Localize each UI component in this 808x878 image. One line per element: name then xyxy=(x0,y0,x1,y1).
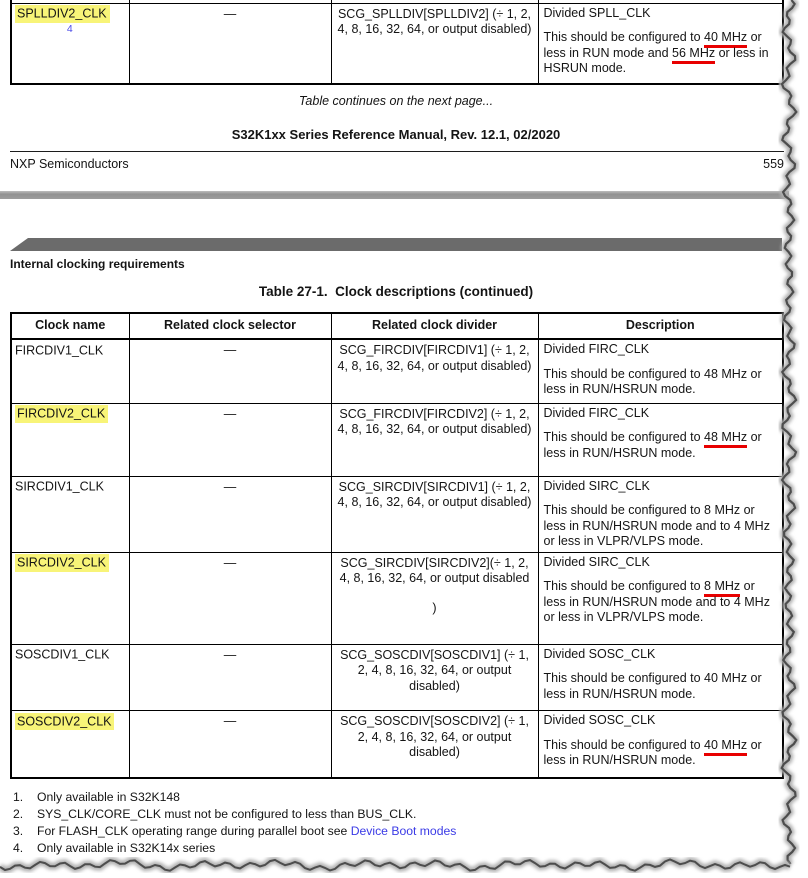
clock-name-cell xyxy=(11,339,129,403)
table-header-row xyxy=(11,313,783,339)
clock-name-highlighted: SPLLDIV2_CLK xyxy=(15,5,110,23)
device-boot-modes-link[interactable]: Device Boot modes xyxy=(350,824,457,838)
red-underline-annotation: 56 MHz xyxy=(672,46,715,64)
clock-name-cell xyxy=(11,711,129,778)
table-row xyxy=(11,339,783,403)
divider-cell: SCG_SPLLDIV[SPLLDIV2] (÷ 1, 2, 4, 8, 16, 32, 64, or output disabled) xyxy=(331,3,538,84)
page-footer xyxy=(10,157,784,173)
footnote-1: 1. Only available in S32K148 xyxy=(13,790,180,804)
top-partial-table xyxy=(10,0,784,85)
footnote-ref: 4 xyxy=(66,23,73,35)
description-cell: Divided SIRC_CLK This should be configured to 8 MHz or less in RUN/HSRUN mode and to 4 MHz or less in VLPR/VLPS mode. xyxy=(538,476,783,552)
description-line2: This should be configured to 40 MHz or less in RUN mode and 56 MHz or less in HSRUN mode. xyxy=(543,30,769,75)
page-separator-bar xyxy=(0,191,789,199)
table-row xyxy=(11,3,783,84)
divider-cell: SCG_SIRCDIV[SIRCDIV2](÷ 1, 2, 4, 8, 16, 32, 64, or output disabled ) xyxy=(331,552,538,644)
table-row xyxy=(11,644,783,711)
description-cell: Divided SIRC_CLK This should be configured to 8 MHz or less in RUN/HSRUN mode and to 4 MHz or less in VLPR/VLPS mode. xyxy=(538,552,783,644)
selector-cell: — xyxy=(129,552,331,644)
divider-cell: SCG_SOSCDIV[SOSCDIV1] (÷ 1, 2, 4, 8, 16, 32, 64, or output disabled) xyxy=(331,644,538,711)
divider-cell: SCG_SOSCDIV[SOSCDIV2] (÷ 1, 2, 4, 8, 16, 32, 64, or output disabled) xyxy=(331,711,538,778)
red-underline-annotation: 48 MHz xyxy=(704,430,747,448)
column-header: Clock name xyxy=(11,313,129,339)
footnote-2: 2. SYS_CLK/CORE_CLK must not be configured to less than BUS_CLK. xyxy=(13,807,417,821)
red-underline-annotation: 8 MHz xyxy=(704,579,740,597)
column-header: Related clock selector xyxy=(129,313,331,339)
divider-cell: SCG_FIRCDIV[FIRCDIV1] (÷ 1, 2, 4, 8, 16, 32, 64, or output disabled) xyxy=(331,339,538,403)
footer-publisher: NXP Semiconductors xyxy=(10,157,129,171)
clock-descriptions-table xyxy=(10,312,784,779)
manual-title: S32K1xx Series Reference Manual, Rev. 12.1, 02/2020 xyxy=(231,127,561,142)
description-cell: Divided FIRC_CLK This should be configured to 48 MHz or less in RUN/HSRUN mode. xyxy=(538,403,783,476)
table-row xyxy=(11,711,783,778)
selector-cell: — xyxy=(129,644,331,711)
clock-name-cell xyxy=(11,403,129,476)
clock-name-cell xyxy=(11,3,129,84)
clock-name-cell xyxy=(11,476,129,552)
footer-page-number: 559 xyxy=(763,157,784,171)
table-caption: Table 27-1. Clock descriptions (continued) xyxy=(258,284,534,299)
description-cell: Divided SOSC_CLK This should be configured to 40 MHz or less in RUN/HSRUN mode. xyxy=(538,711,783,778)
clock-name-highlighted: SIRCDIV2_CLK xyxy=(15,554,109,572)
clock-name-cell xyxy=(11,552,129,644)
footer-rule xyxy=(10,151,784,152)
selector-cell: — xyxy=(129,711,331,778)
footnote-4: 4. Only available in S32K14x series xyxy=(13,841,216,855)
clock-name-highlighted: SOSCDIV2_CLK xyxy=(15,713,114,731)
footnote-3: 3. For FLASH_CLK operating range during parallel boot see Device Boot modes xyxy=(13,824,457,838)
red-underline-annotation: 40 MHz xyxy=(704,30,747,48)
chapter-header-bar xyxy=(10,238,782,251)
divider-cell: SCG_FIRCDIV[FIRCDIV2] (÷ 1, 2, 4, 8, 16, 32, 64, or output disabled) xyxy=(331,403,538,476)
selector-cell: — xyxy=(129,476,331,552)
table-continues-note: Table continues on the next page... xyxy=(298,94,494,108)
description-cell: Divided FIRC_CLK This should be configured to 48 MHz or less in RUN/HSRUN mode. xyxy=(538,339,783,403)
selector-cell: — xyxy=(129,339,331,403)
clock-name: SIRCDIV1_CLK xyxy=(15,479,104,494)
divider-cell: SCG_SIRCDIV[SIRCDIV1] (÷ 1, 2, 4, 8, 16, 32, 64, or output disabled) xyxy=(331,476,538,552)
clock-name: FIRCDIV1_CLK xyxy=(15,343,104,357)
clock-name-highlighted: FIRCDIV2_CLK xyxy=(15,405,108,423)
section-header: Internal clocking requirements xyxy=(10,257,185,271)
table-row xyxy=(11,403,783,476)
red-underline-annotation: 40 MHz xyxy=(704,738,747,756)
description-cell: Divided SOSC_CLK This should be configured to 40 MHz or less in RUN/HSRUN mode. xyxy=(538,644,783,711)
selector-cell: — xyxy=(129,403,331,476)
clock-name-cell xyxy=(11,644,129,711)
selector-cell: — xyxy=(129,3,331,84)
description-line1: Divided SPLL_CLK xyxy=(543,5,651,20)
table-row xyxy=(11,476,783,552)
column-header: Description xyxy=(538,313,783,339)
table-row xyxy=(11,552,783,644)
description-cell xyxy=(538,3,783,84)
clock-name: SOSCDIV1_CLK xyxy=(15,647,110,662)
column-header: Related clock divider xyxy=(331,313,538,339)
table-footnotes xyxy=(13,789,753,857)
